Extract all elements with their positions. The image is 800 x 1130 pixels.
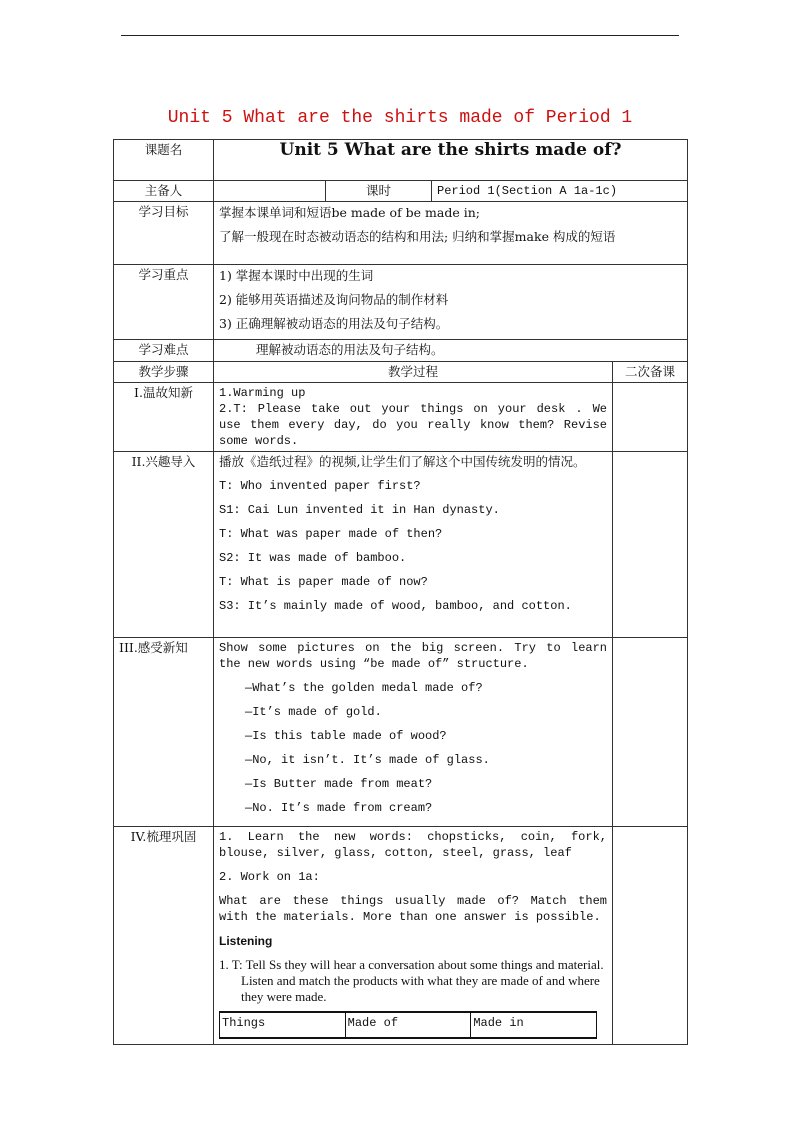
dialogue-line: S2: It was made of bamboo. [219,551,407,565]
dialogue-line: —No, it isn’t. It’s made of glass. [245,753,490,767]
notes-header: 二次备课 [613,362,688,383]
step-label: IV.梳理巩固 [114,827,214,1045]
column-header: Made of [345,1012,471,1038]
notes-cell [613,383,688,452]
preparer-value [214,181,326,202]
dialogue-line: T: What is paper made of now? [219,575,428,589]
listening-heading: Listening [219,934,273,948]
key-points-row [114,265,688,340]
process-header: 教学过程 [214,362,613,383]
dialogue-line: —Is Butter made from meat? [245,777,433,791]
key-point-item: 3) 正确理解被动语态的用法及句子结构。 [219,316,449,331]
key-point-item: 1) 掌握本课时中出现的生词 [219,268,374,283]
topic-value: Unit 5 What are the shirts made of? [214,140,688,181]
notes-cell [613,638,688,827]
step-row [114,827,688,1045]
topic-label: 课题名 [114,140,214,181]
objectives-label: 学习目标 [114,202,214,265]
topic-row [114,140,688,181]
period-value: Period 1(Section A 1a-1c) [432,181,688,202]
dialogue-line: S3: It’s mainly made of wood, bamboo, and cotton. [219,599,572,613]
objectives-line-2: 了解一般现在时态被动语态的结构和用法; 归纳和掌握make 构成的短语 [219,229,616,244]
lesson-plan-table [113,139,688,1045]
preparer-row [114,181,688,202]
document-title: Unit 5 What are the shirts made of Period 1 [167,108,633,128]
step-text: Show some pictures on the big screen. Try to learn the new words using “be made of” structure. [219,641,607,671]
step-row [114,452,688,638]
column-header: Things [220,1012,346,1038]
dialogue-line: —Is this table made of wood? [245,729,447,743]
process-header-row [114,362,688,383]
objectives-row [114,202,688,265]
notes-cell [613,827,688,1045]
dialogue-line: T: Who invented paper first? [219,479,421,493]
step-row [114,638,688,827]
step-text: 1. T: Tell Ss they will hear a conversation about some things and material. Listen and match the products with what they are made of and where they were made. [219,957,604,1004]
steps-header: 教学步骤 [114,362,214,383]
step-text: What are these things usually made of? Match them with the materials. More than one answer is possible. [219,894,607,924]
key-point-item: 2) 能够用英语描述及询问物品的制作材料 [219,292,449,307]
dialogue-line: S1: Cai Lun invented it in Han dynasty. [219,503,500,517]
step-label: II.兴趣导入 [114,452,214,638]
column-header: Made in [471,1012,597,1038]
difficulties-label: 学习难点 [114,340,214,362]
step-text: 1.Warming up [219,386,306,400]
matching-table [219,1011,597,1039]
key-points-label: 学习重点 [114,265,214,340]
step-label: I.温故知新 [114,383,214,452]
step-label: III.感受新知 [114,638,214,827]
notes-cell [613,452,688,638]
dialogue-line: —What’s the golden medal made of? [245,681,483,695]
dialogue-line: —It’s made of gold. [245,705,382,719]
difficulties-value: 理解被动语态的用法及句子结构。 [214,340,688,362]
difficulties-row [114,340,688,362]
period-label: 课时 [326,181,432,202]
step-text: 1. Learn the new words: chopsticks, coin, fork, blouse, silver, glass, cotton, steel, grass, leaf [219,830,607,860]
step-row [114,383,688,452]
header-rule [121,35,679,36]
preparer-label: 主备人 [114,181,214,202]
dialogue-line: —No. It’s made from cream? [245,801,433,815]
objectives-line-1: 掌握本课单词和短语be made of be made in; [219,205,480,220]
step-text: 播放《造纸过程》的视频,让学生们了解这个中国传统发明的情况。 [219,454,586,469]
step-text: 2.T: Please take out your things on your desk . We use them every day, do you really know them? Revise some words. [219,402,607,448]
step-text: 2. Work on 1a: [219,870,320,884]
dialogue-line: T: What was paper made of then? [219,527,443,541]
